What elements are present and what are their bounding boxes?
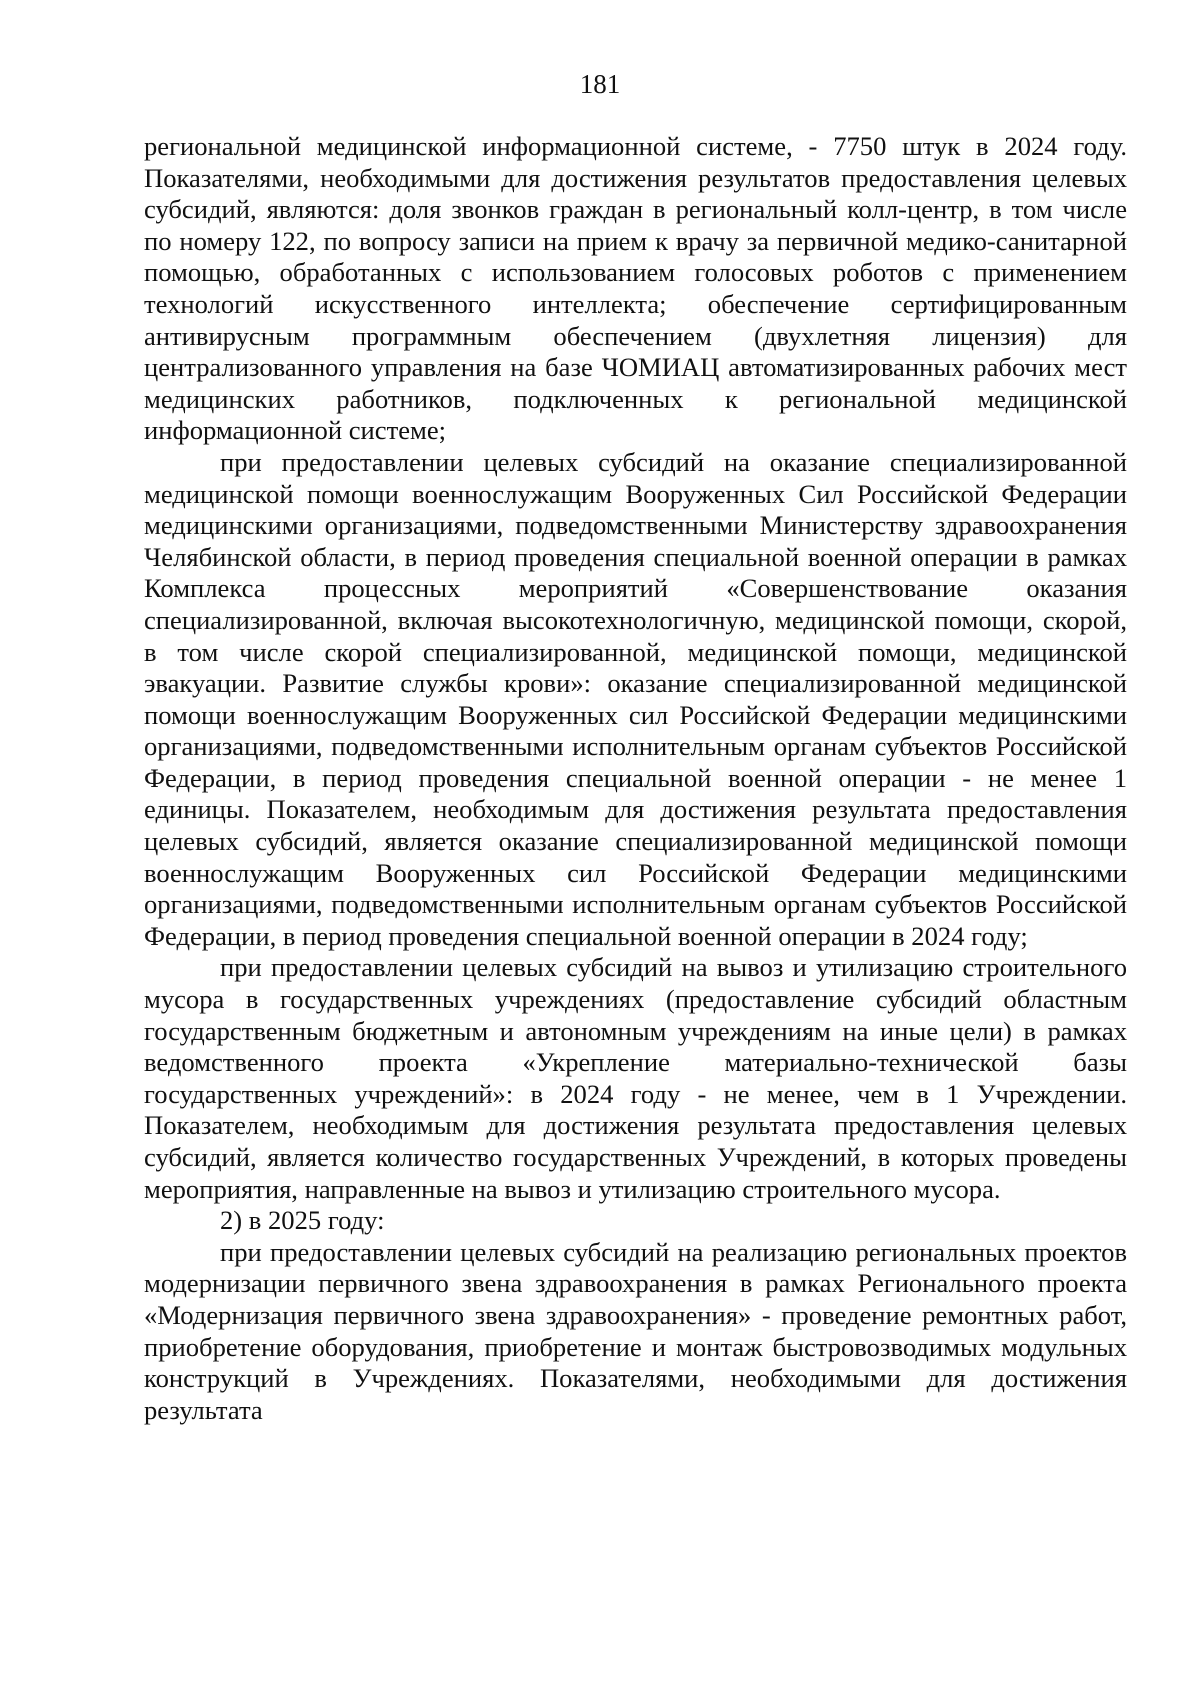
paragraph-construction-waste: при предоставлении целевых субсидий на вывоз и утилизацию строительного мусора в государственных учреждениях (предоставление субсидий областным государственным бюджетным и автономным учреждениям на иные цели) в рамках ведомственного проекта «Укрепление материально-технической базы государственных учреждений»: в 2024 году - не менее, чем в 1 Учреждении. Показателем, необходимым для достижения результата предоставления целевых субсидий, является количество государственных Учреждений, в которых проведены мероприятия, направленные на вывоз и утилизацию строительного мусора. bbox=[144, 952, 1127, 1204]
paragraph-year-2025-heading: 2) в 2025 году: bbox=[220, 1205, 385, 1236]
paragraph-military-medical-care: при предоставлении целевых субсидий на оказание специализированной медицинской помощи военнослужащим Вооруженных Сил Российской Федерации медицинскими организациями, подведомственными Министерству здравоохранения Челябинской области, в период проведения специальной военной операции в рамках Комплекса процессных мероприятий «Совершенствование оказания специализированной, включая высокотехнологичную, медицинской помощи, скорой, в том числе скорой специализированной, медицинской помощи, медицинской эвакуации. Развитие службы крови»: оказание специализированной медицинской помощи военнослужащим Вооруженных сил Российской Федерации медицинскими организациями, подведомственными исполнительным органам субъектов Российской Федерации, в период проведения специальной военной операции - не менее 1 единицы. Показателем, необходимым для достижения результата предоставления целевых субсидий, является оказание специализированной медицинской помощи военнослужащим Вооруженных сил Российской Федерации медицинскими организациями, подведомственными исполнительным органам субъектов Российской Федерации, в период проведения специальной военной операции в 2024 году; bbox=[144, 446, 1127, 951]
page-number: 181 bbox=[579, 69, 621, 99]
document-body bbox=[144, 131, 1127, 1426]
paragraph-continuation: региональной медицинской информационной системе, - 7750 штук в 2024 году. Показателями, необходимыми для достижения результатов предоставления целевых субсидий, являются: доля звонков граждан в региональный колл-центр, в том числе по номеру 122, по вопросу записи на прием к врачу за первичной медико-санитарной помощью, обработанных с использованием голосовых роботов с применением технологий искусственного интеллекта; обеспечение сертифицированным антивирусным программным обеспечением (двухлетняя лицензия) для централизованного управления на базе ЧОМИАЦ автоматизированных рабочих мест медицинских работников, подключенных к региональной медицинской информационной системе; bbox=[144, 131, 1127, 446]
paragraph-primary-care-modernization: при предоставлении целевых субсидий на реализацию региональных проектов модернизации первичного звена здравоохранения в рамках Регионального проекта «Модернизация первичного звена здравоохранения» - проведение ремонтных работ, приобретение оборудования, приобретение и монтаж быстровозводимых модульных конструкций в Учреждениях. Показателями, необходимыми для достижения результата bbox=[144, 1236, 1127, 1425]
